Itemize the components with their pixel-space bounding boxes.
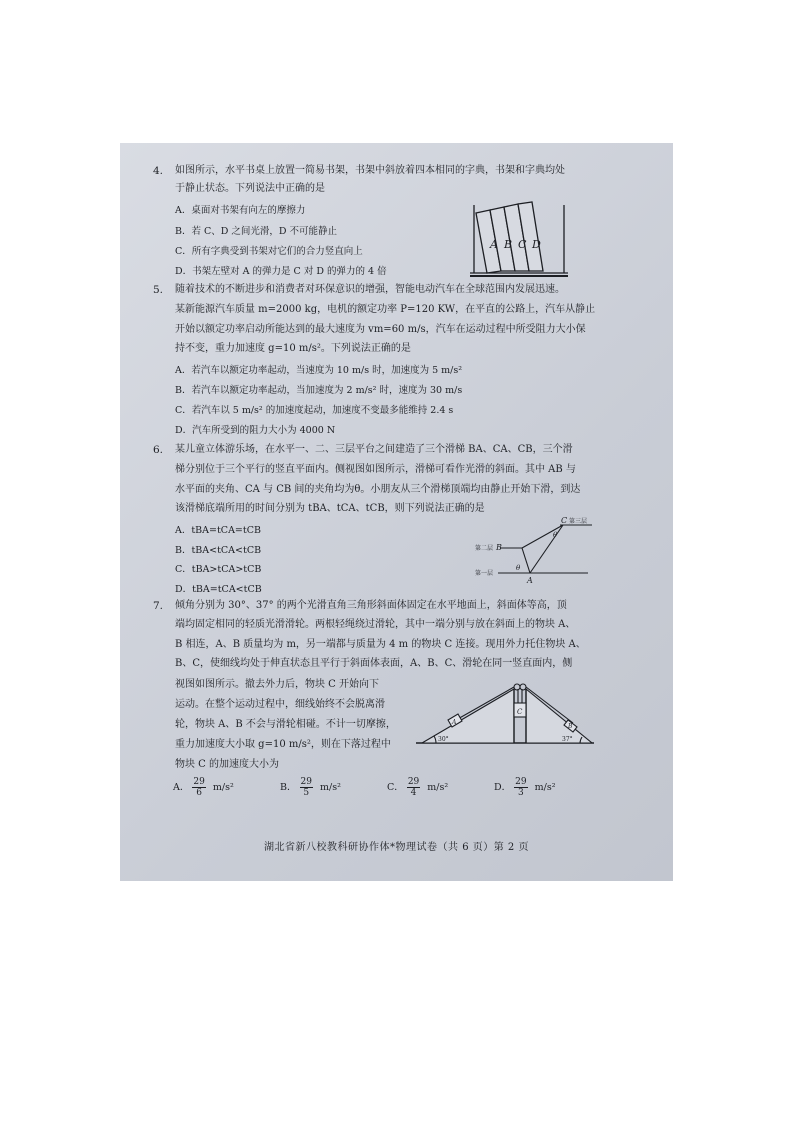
block-a-label: A xyxy=(452,719,457,726)
question-text-line: 于静止状态。下列说法中正确的是 xyxy=(175,183,325,194)
slide-ca xyxy=(530,525,563,573)
denominator: 4 xyxy=(410,788,417,798)
question-text-line: 重力加速度大小取 g=10 m/s²，则在下落过程中 xyxy=(175,739,391,750)
point-a-label: A xyxy=(527,576,533,585)
dictionary-label: A xyxy=(490,238,498,251)
option-letter: D． xyxy=(494,782,512,793)
dictionary-label: D xyxy=(532,238,541,251)
question-text-line: 端均固定相同的轻质光滑滑轮。两根轻绳绕过滑轮，其中一端分别与放在斜面上的物块 A、 xyxy=(175,619,576,630)
option-a xyxy=(173,777,234,798)
question-text-line: 物块 C 的加速度大小为 xyxy=(175,759,280,770)
question-number: 5. xyxy=(153,284,164,296)
fraction xyxy=(407,777,420,798)
question-text-line: 视图如图所示。撤去外力后，物块 C 开始向下 xyxy=(175,679,380,690)
question-number: 7. xyxy=(153,600,164,612)
option-letter: A． xyxy=(173,782,190,793)
point-b-label: B xyxy=(496,543,502,552)
option-a: A．tBA=tCA=tCB xyxy=(175,525,261,536)
option-c: C．若汽车以 5 m/s² 的加速度起动，加速度不变最多能维持 2.4 s xyxy=(175,405,454,416)
unit: m/s² xyxy=(212,782,234,793)
option-letter: B． xyxy=(280,782,297,793)
incline-30 xyxy=(422,689,514,743)
fraction xyxy=(300,777,313,798)
option-b: B．若汽车以额定功率起动，当加速度为 2 m/s² 时，速度为 30 m/s xyxy=(175,385,463,396)
angle-37-label: 37° xyxy=(562,736,573,743)
block-c-label: C xyxy=(517,708,523,716)
fraction xyxy=(192,777,205,798)
option-d: D．tBA=tCA<tCB xyxy=(175,584,262,595)
option-letter: C． xyxy=(387,782,404,793)
pulley-left xyxy=(514,684,520,690)
option-a: A．桌面对书架有向左的摩擦力 xyxy=(175,205,306,216)
floor-3-label: 第三层 xyxy=(569,518,588,525)
question-text-line: 水平面的夹角、CA 与 CB 间的夹角均为θ。小朋友从三个滑梯顶端均由静止开始下滑，到达 xyxy=(175,484,581,495)
angle-theta-label: θ xyxy=(516,564,521,572)
option-d: D．汽车所受到的阻力大小为 4000 N xyxy=(175,425,336,436)
slide-figure xyxy=(470,515,595,587)
option-a: A．若汽车以额定功率起动，当速度为 10 m/s 时，加速度为 5 m/s² xyxy=(175,365,463,376)
option-b xyxy=(280,777,341,798)
question-text-line: B、C，使细线均处于伸直状态且平行于斜面体表面，A、B、C、滑轮在同一竖直面内，侧 xyxy=(175,658,573,669)
dictionary-label: C xyxy=(518,238,527,251)
question-text-line: 轮，物块 A、B 不会与滑轮相碰。不计一切摩擦， xyxy=(175,719,396,730)
option-d: D．书架左壁对 A 的弹力是 C 对 D 的弹力的 4 倍 xyxy=(175,266,387,277)
option-b: B．tBA<tCA<tCB xyxy=(175,545,262,556)
option-c xyxy=(387,777,448,798)
pulley-right xyxy=(520,684,526,690)
angle-30-label: 30° xyxy=(438,736,449,743)
numerator: 29 xyxy=(193,777,205,787)
option-c: C．tBA>tCA>tCB xyxy=(175,564,262,575)
question-number: 6. xyxy=(153,444,164,456)
question-text-line: 梯分别位于三个平行的竖直平面内。侧视图如图所示，滑梯可看作光滑的斜面。其中 AB 与 xyxy=(175,464,576,475)
option-d xyxy=(494,777,556,798)
incline-37 xyxy=(526,689,592,743)
question-text-line: 如图所示，水平书桌上放置一简易书架，书架中斜放着四本相同的字典，书架和字典均处 xyxy=(175,165,565,176)
question-text-line: 持不变，重力加速度 g=10 m/s²。下列说法正确的是 xyxy=(175,343,411,354)
unit: m/s² xyxy=(320,782,341,793)
option-b: B．若 C、D 之间光滑，D 不可能静止 xyxy=(175,226,338,237)
incline-pulley-figure xyxy=(410,681,600,749)
question-text-line: B 相连，A、B 质量均为 m，另一端都与质量为 4 m 的物块 C 连接。现用外力托住物块 A、 xyxy=(175,639,586,650)
point-c-label: C xyxy=(561,516,568,525)
angle-theta-label: θ xyxy=(553,531,558,539)
question-text-line: 随着技术的不断进步和消费者对环保意识的增强，智能电动汽车在全球范围内发展迅速。 xyxy=(175,284,565,295)
floor-1-label: 第一层 xyxy=(475,570,494,577)
numerator: 29 xyxy=(300,777,312,787)
bookshelf-figure xyxy=(470,201,570,279)
fraction xyxy=(514,777,527,798)
question-text-line: 倾角分别为 30°、37° 的两个光滑直角三角形斜面体固定在水平地面上，斜面体等高，顶 xyxy=(175,600,567,611)
floor-2-label: 第二层 xyxy=(475,545,494,552)
block-b-label: B xyxy=(568,723,573,730)
numerator: 29 xyxy=(515,777,527,787)
question-text-line: 该滑梯底端所用的时间分别为 tBA、tCA、tCB，则下列说法正确的是 xyxy=(175,503,485,514)
denominator: 6 xyxy=(196,788,202,798)
option-c: C．所有字典受到书架对它们的合力竖直向上 xyxy=(175,246,363,257)
page-footer: 湖北省新八校教科研协作体*物理试卷（共 6 页）第 2 页 xyxy=(264,842,529,853)
numerator: 29 xyxy=(407,777,420,787)
unit: m/s² xyxy=(534,782,556,793)
question-text-line: 运动。在整个运动过程中，细线始终不会脱离滑 xyxy=(175,699,385,710)
slide-ba xyxy=(522,548,530,573)
denominator: 5 xyxy=(303,788,310,798)
question-text-line: 开始以额定功率启动所能达到的最大速度为 vm=60 m/s，汽车在运动过程中所受阻力大小保 xyxy=(175,324,586,335)
dictionary-label: B xyxy=(504,238,513,251)
question-text-line: 某新能源汽车质量 m=2000 kg，电机的额定功率 P=120 KW，在平直的公路上，汽车从静止 xyxy=(175,304,596,315)
question-text-line: 某儿童立体游乐场，在水平一、二、三层平台之间建造了三个滑梯 BA、CA、CB，三个滑 xyxy=(175,444,573,455)
question-number: 4. xyxy=(153,165,164,177)
unit: m/s² xyxy=(427,782,449,793)
exam-page xyxy=(120,143,673,881)
denominator: 3 xyxy=(518,788,524,798)
